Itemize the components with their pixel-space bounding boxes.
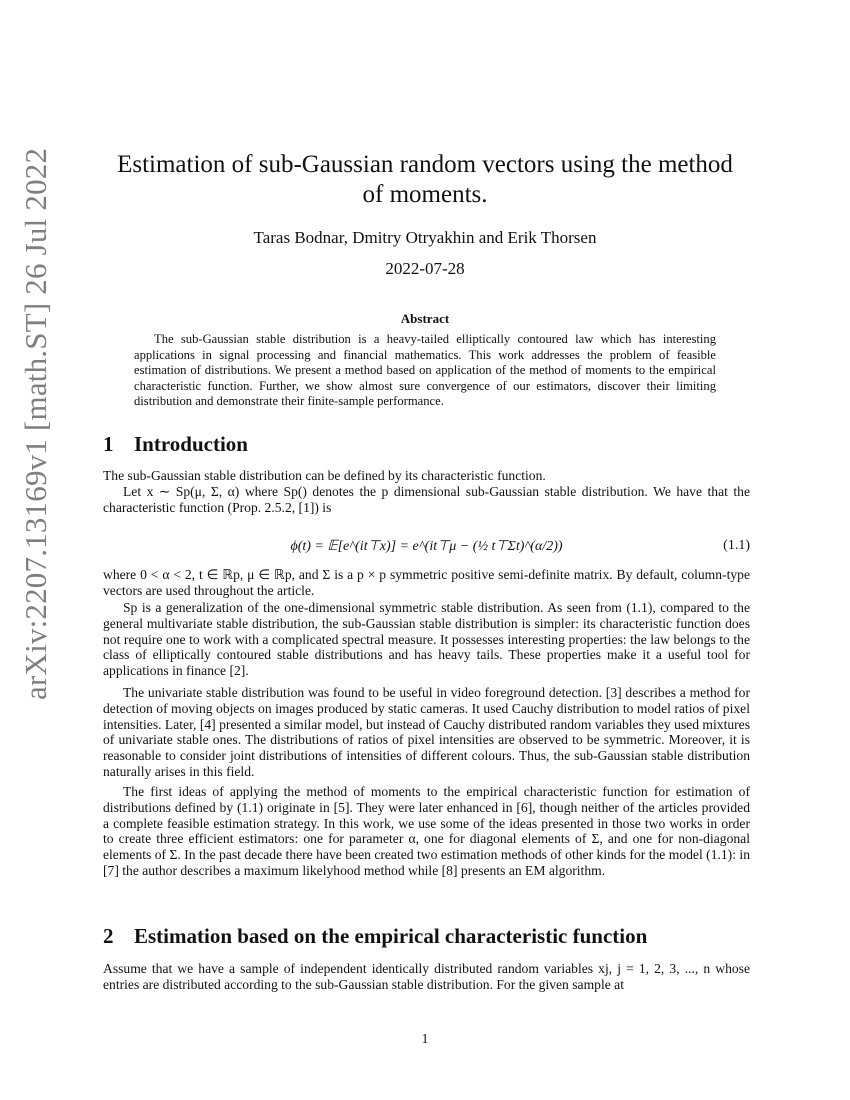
paragraph: The sub-Gaussian stable distribution can be defined by its characteristic function. [103, 468, 546, 483]
paragraph: where 0 < α < 2, t ∈ ℝp, μ ∈ ℝp, and Σ is a p × p symmetric positive semi-definite matrix. By default, column-type vectors are used throughout the article. [103, 567, 750, 598]
section-number: 1 [103, 432, 114, 456]
paragraph: Let x ∼ Sp(μ, Σ, α) where Sp() denotes the p dimensional sub-Gaussian stable distribution. We have that the characteristic function (Prop. 2.5.2, [1]) is [103, 484, 750, 515]
equation-body: ϕ(t) = 𝔼[e^(it⊤x)] = e^(it⊤μ − (½ t⊤Σt)^(α/2)) [290, 539, 563, 554]
paper-date: 2022-07-28 [385, 259, 465, 278]
paper-title: Estimation of sub-Gaussian random vectors using the method of moments. [117, 151, 733, 208]
paragraph: Sp is a generalization of the one-dimensional symmetric stable distribution. As seen from (1.1), compared to the general multivariate stable distribution, the sub-Gaussian stable distribution is simpler: its characteristic function does not require one to work with a complicated spectral measure. It possesses interesting properties: the law belongs to the class of elliptically contoured stable distributions and has heavy tails. These properties make it a useful tool for applications in finance [2]. [103, 600, 750, 679]
page-number: 1 [421, 1031, 429, 1046]
section-number: 2 [103, 924, 114, 948]
abstract-text: The sub-Gaussian stable distribution is a heavy-tailed elliptically contoured law which has interesting applications in signal processing and financial mathematics. This work addresses the problem of feasible estimation of distributions. We present a method based on application of the method of moments to the empirical characteristic function. Further, we show almost sure convergence of our estimators, discover their limiting distribution and demonstrate their finite-sample performance. [134, 332, 716, 408]
section-title: Introduction [134, 432, 248, 456]
paragraph: Assume that we have a sample of independent identically distributed random variables xj, j = 1, 2, 3, ..., n whose entries are distributed according to the sub-Gaussian stable distribution. For the given sample at [103, 961, 750, 992]
paragraph: The univariate stable distribution was found to be useful in video foreground detection. [3] describes a method for detection of moving objects on images produced by static cameras. It used Cauchy distribution to model ratios of pixel intensities. Later, [4] presented a similar model, but instead of Cauchy distributed random variables they used mixtures of univariate stable ones. The distributions of ratios of pixel intensities are observed to be symmetric. Moreover, it is reasonable to consider joint distributions of intensities of different colours. Thus, the sub-Gaussian stable distribution naturally arises in this field. [103, 685, 750, 779]
section-title: Estimation based on the empirical characteristic function [134, 924, 648, 948]
paper-authors: Taras Bodnar, Dmitry Otryakhin and Erik Thorsen [253, 228, 597, 247]
section-heading-estimation [103, 924, 647, 949]
arxiv-identifier-text: arXiv:2207.13169v1 [math.ST] 26 Jul 2022 [18, 147, 53, 700]
abstract-heading: Abstract [400, 311, 450, 326]
equation-1-1 [103, 536, 750, 560]
section-heading-introduction [103, 432, 248, 457]
paragraph: The first ideas of applying the method of moments to the empirical characteristic function for estimation of distributions defined by (1.1) originate in [5]. They were later enhanced in [6], though neither of the articles provided a complete feasible estimation strategy. In this work, we use some of the ideas presented in those two works in order to create three efficient estimators: one for parameter α, one for diagonal elements of Σ, and one for non-diagonal elements of Σ. In the past decade there have been created two estimation methods of other kinds for the model (1.1): in [7] the author describes a maximum likelyhood method while [8] presents an EM algorithm. [103, 784, 750, 878]
equation-number: (1.1) [723, 538, 750, 553]
